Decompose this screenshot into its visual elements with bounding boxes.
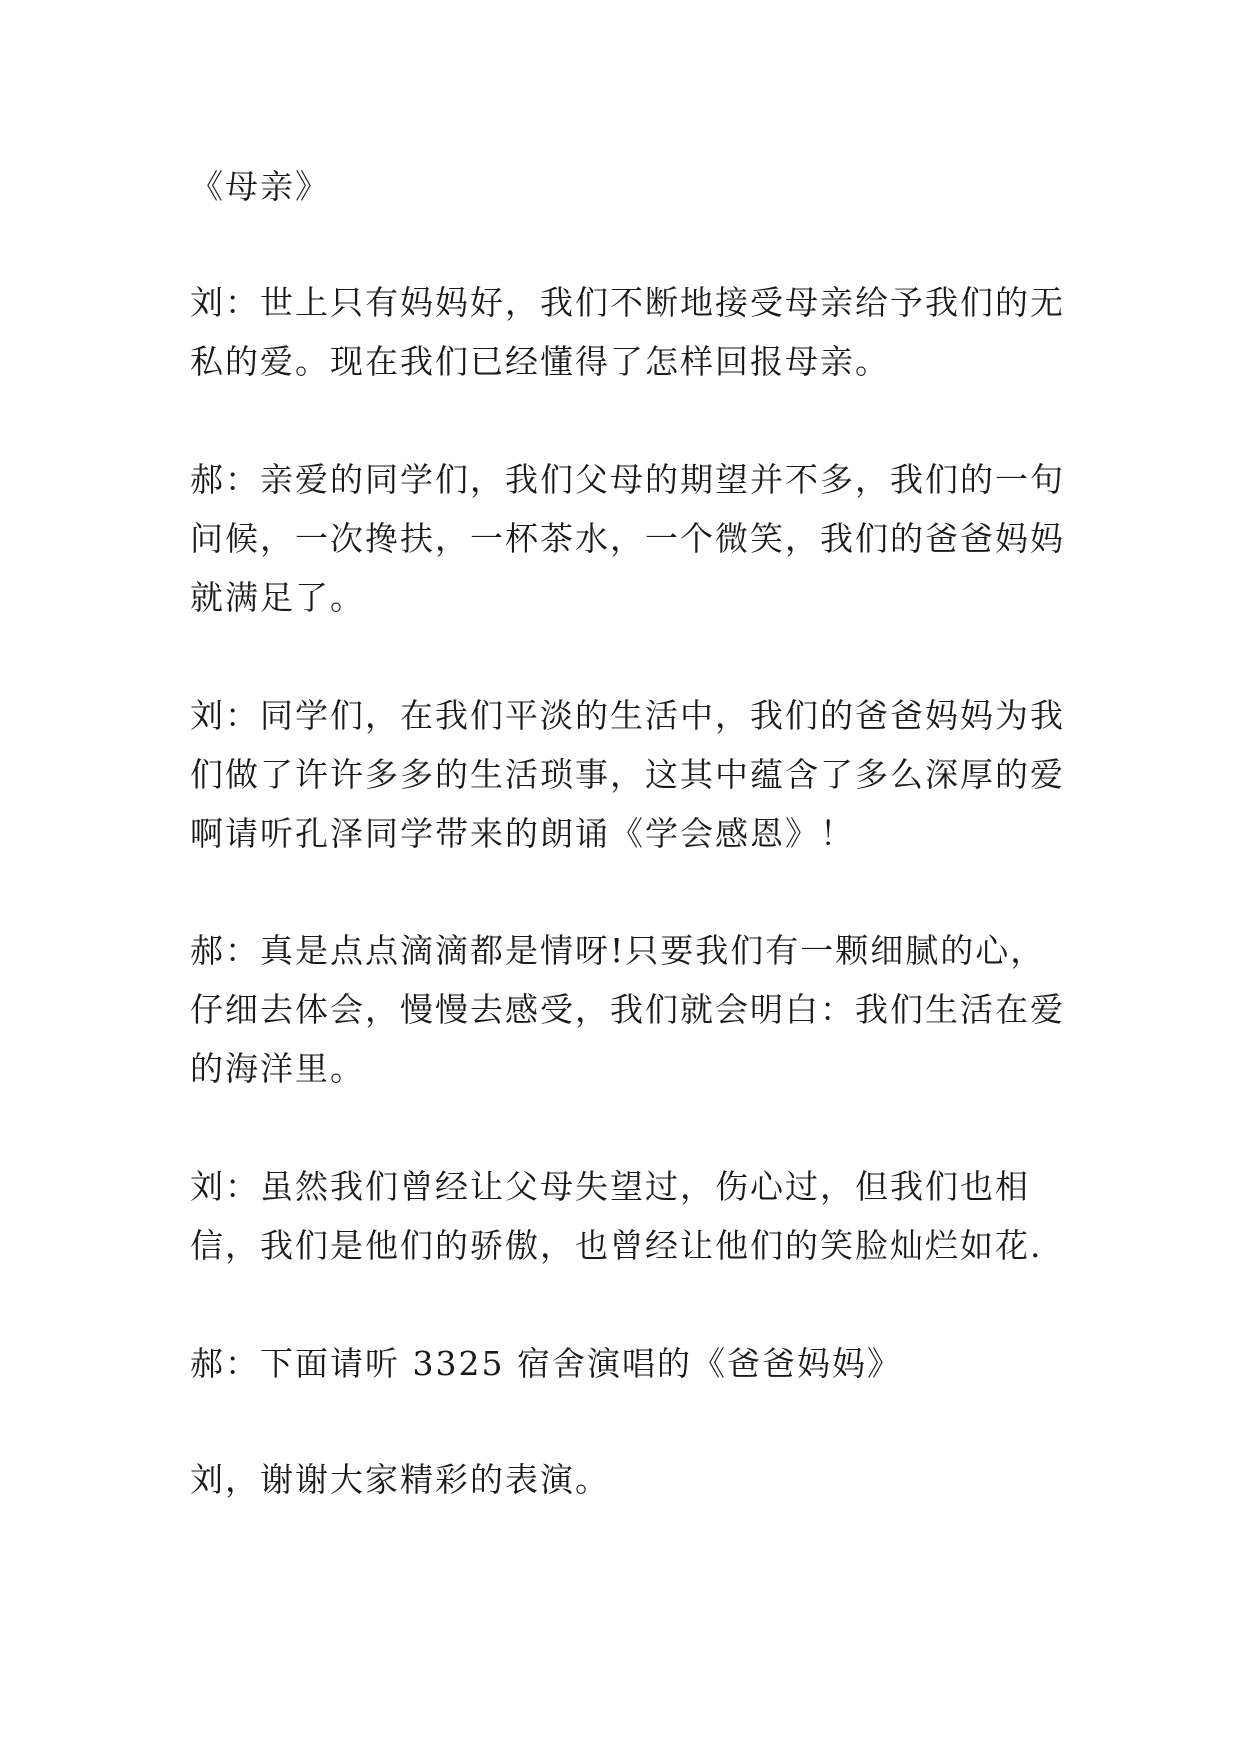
paragraph: 刘：同学们，在我们平淡的生活中，我们的爸爸妈妈为我们做了许许多多的生活琐事，这其中蕴含了多么深厚的爱啊请听孔泽同学带来的朗诵《学会感恩》！ — [190, 696, 1065, 853]
document-title: 《母亲》 — [190, 167, 330, 206]
paragraph: 刘，谢谢大家精彩的表演。 — [190, 1460, 610, 1499]
paragraph: 刘：世上只有妈妈好，我们不断地接受母亲给予我们的无私的爱。现在我们已经懂得了怎样回报母亲。 — [190, 283, 1065, 381]
paragraph: 郝：下面请听 3325 宿舍演唱的《爸爸妈妈》 — [190, 1344, 902, 1383]
paragraph: 郝：真是点点滴滴都是情呀!只要我们有一颗细腻的心，仔细去体会，慢慢去感受，我们就会明白：我们生活在爱的海洋里。 — [190, 931, 1065, 1088]
paragraph: 刘：虽然我们曾经让父母失望过，伤心过，但我们也相信，我们是他们的骄傲，也曾经让他们的笑脸灿烂如花. — [190, 1167, 1043, 1265]
paragraph: 郝：亲爱的同学们，我们父母的期望并不多，我们的一句问候，一次搀扶，一杯茶水，一个微笑，我们的爸爸妈妈就满足了。 — [190, 460, 1065, 617]
